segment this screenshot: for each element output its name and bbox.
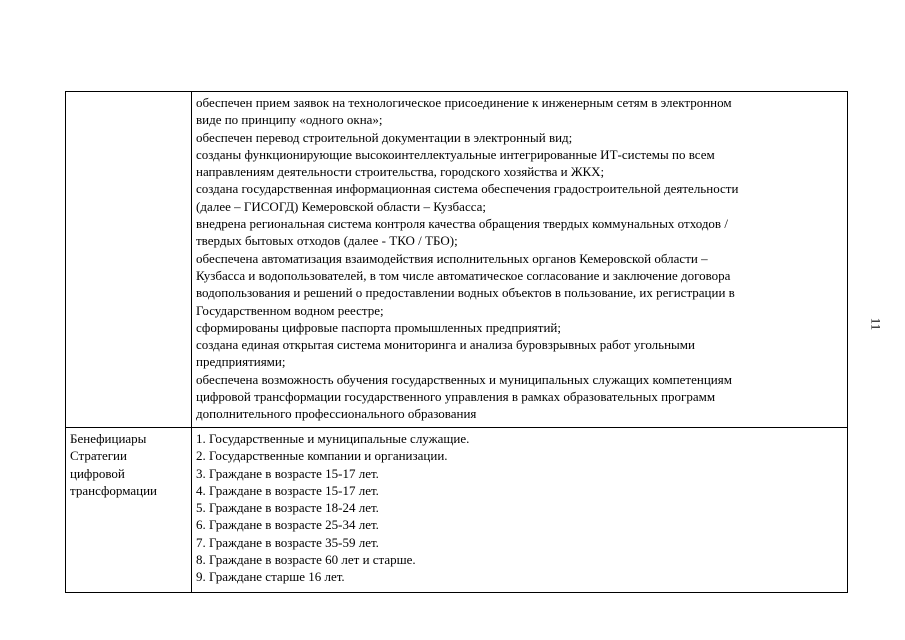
- content-line: водопользования и решений о предоставлении водных объектов в пользование, их регистрации в: [196, 285, 735, 301]
- list-item: 8. Граждане в возрасте 60 лет и старше.: [196, 552, 416, 568]
- list-item: 3. Граждане в возрасте 15-17 лет.: [196, 465, 379, 481]
- content-line: обеспечена автоматизация взаимодействия исполнительных органов Кемеровской области –: [196, 250, 708, 266]
- content-line: цифровой трансформации государственного управления в рамках образовательных программ: [196, 389, 716, 405]
- list-item: 7. Граждане в возрасте 35-59 лет.: [196, 534, 379, 550]
- row-label-line: Стратегии: [70, 448, 127, 464]
- content-line: (далее – ГИСОГД) Кемеровской области – Кузбасса;: [196, 198, 487, 214]
- content-line: твердых бытовых отходов (далее - ТКО / ТБО);: [196, 233, 458, 249]
- content-line: виде по принципу «одного окна»;: [196, 112, 383, 128]
- list-item: 5. Граждане в возрасте 18-24 лет.: [196, 500, 379, 516]
- content-line: обеспечена возможность обучения государственных и муниципальных служащих компетенциям: [196, 371, 732, 387]
- content-line: создана единая открытая система мониторинга и анализа буровзрывных работ угольными: [196, 337, 695, 353]
- content-line: предприятиями;: [196, 354, 286, 370]
- row-label-line: трансформации: [70, 482, 158, 498]
- content-line: направлениям деятельности строительства, городского хозяйства и ЖКХ;: [196, 164, 605, 180]
- row-label-line: цифровой: [70, 465, 125, 481]
- content-line: обеспечен перевод строительной документации в электронный вид;: [196, 129, 573, 145]
- content-line: обеспечен прием заявок на технологическое присоединение к инженерным сетям в электронном: [196, 95, 732, 110]
- content-line: Кузбасса и водопользователей, в том числе автоматическое согласование и заключение договора: [196, 267, 731, 283]
- list-item: 2. Государственные компании и организации.: [196, 448, 448, 464]
- content-line: внедрена региональная система контроля качества обращения твердых коммунальных отходов /: [196, 216, 728, 232]
- page-number: 11: [868, 317, 884, 331]
- table-row: [66, 92, 848, 428]
- row-label-cell: [66, 92, 192, 428]
- table-row: [66, 428, 848, 593]
- content-line: сформированы цифровые паспорта промышленных предприятий;: [196, 319, 561, 335]
- content-line: дополнительного профессионального образования: [196, 406, 477, 422]
- list-item: 1. Государственные и муниципальные служащие.: [196, 431, 470, 446]
- row-content-cell: [192, 428, 848, 593]
- list-item: 9. Граждане старше 16 лет.: [196, 569, 345, 585]
- list-item: 4. Граждане в возрасте 15-17 лет.: [196, 482, 379, 498]
- row-content-cell: [192, 92, 848, 428]
- list-item: 6. Граждане в возрасте 25-34 лет.: [196, 517, 379, 533]
- content-line: создана государственная информационная система обеспечения градостроительной деятельности: [196, 181, 739, 197]
- row-label-cell: [66, 428, 192, 593]
- content-line: Государственном водном реестре;: [196, 302, 384, 318]
- content-line: созданы функционирующие высокоинтеллектуальные интегрированные ИТ-системы по всем: [196, 146, 715, 162]
- row-label-line: Бенефициары: [70, 431, 147, 446]
- strategy-table: [65, 91, 848, 593]
